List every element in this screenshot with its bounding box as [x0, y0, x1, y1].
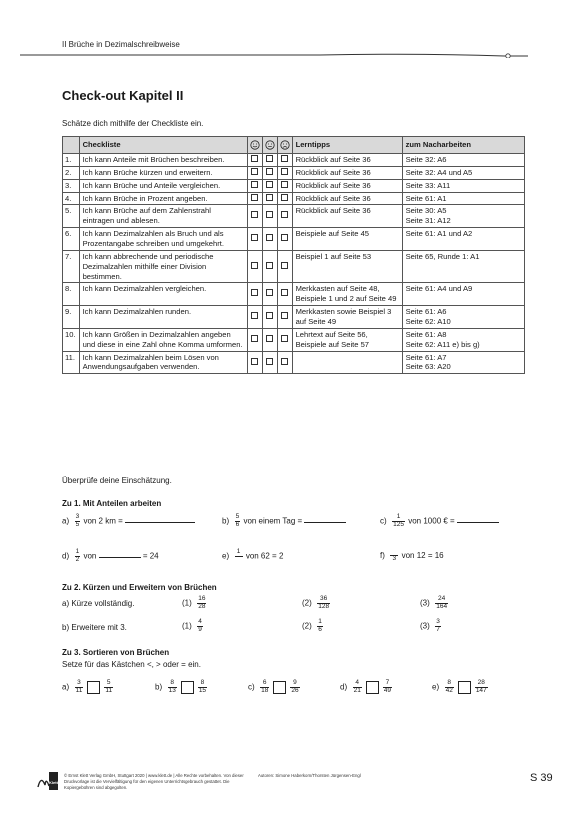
rating-good-checkbox[interactable]	[251, 211, 258, 218]
nacharbeiten-text: Seite 65, Runde 1: A1	[402, 250, 524, 283]
rating-cell	[247, 228, 262, 251]
checklist-table	[62, 136, 525, 374]
checklist-item-text: Ich kann Dezimalzahlen als Bruch und als Prozentangabe schreiben und umgekehrt.	[79, 228, 247, 251]
task-3-item: e) $\frac{8}{42}$ $\frac{28}{147}$	[432, 679, 487, 694]
task-1a	[62, 514, 195, 529]
row-number: 10.	[63, 328, 80, 351]
rating-poor-checkbox[interactable]	[281, 312, 288, 319]
row-number: 7.	[63, 250, 80, 283]
rating-cell	[277, 328, 292, 351]
task-label: e)	[222, 551, 230, 561]
rating-cell	[247, 192, 262, 205]
section-zu3-title: Zu 3. Sortieren von Brüchen	[62, 648, 170, 657]
row-number: 6.	[63, 228, 80, 251]
table-row	[63, 328, 525, 351]
rating-medium-checkbox[interactable]	[266, 168, 273, 175]
rating-cell	[247, 205, 262, 228]
footer-authors: Autoren: Simone Haberkorn/Thorsten Jürgensen-Engl	[258, 773, 361, 778]
lerntipp-text: Merkkasten auf Seite 48, Beispiele 1 und 2 auf Seite 49	[292, 283, 402, 306]
rating-medium-checkbox[interactable]	[266, 358, 273, 365]
comparison-box[interactable]	[366, 681, 379, 694]
rating-cell	[247, 166, 262, 179]
rating-cell	[247, 154, 262, 167]
comparison-box[interactable]	[181, 681, 194, 694]
answer-blank[interactable]	[457, 515, 499, 523]
fraction: $\frac{7}{49}$	[383, 679, 392, 694]
task-label: b)	[222, 516, 230, 526]
fraction: $\frac{4}{21}$	[353, 679, 361, 694]
page-number: S 39	[530, 772, 553, 784]
nacharbeiten-text: Seite 61: A6 Seite 62: A10	[402, 306, 524, 329]
checklist-item-text: Ich kann Brüche kürzen und erweitern.	[79, 166, 247, 179]
rating-cell	[277, 250, 292, 283]
table-row	[63, 154, 525, 167]
checklist-item-text: Ich kann abbrechende und periodische Dezimalzahlen mithilfe einer Division bestimmen.	[79, 250, 247, 283]
header-lerntipps: Lerntipps	[292, 137, 402, 154]
rating-cell	[247, 351, 262, 374]
checklist-item-text: Ich kann Dezimalzahlen runden.	[79, 306, 247, 329]
table-header-row	[63, 137, 525, 154]
answer-blank[interactable]	[304, 515, 346, 523]
rating-medium-checkbox[interactable]	[266, 289, 273, 296]
task-2b-item: (2) $\frac{1}{6}$	[302, 618, 322, 633]
rating-medium-checkbox[interactable]	[266, 234, 273, 241]
rating-cell	[262, 205, 277, 228]
rating-medium-checkbox[interactable]	[266, 155, 273, 162]
header-number	[63, 137, 80, 154]
nacharbeiten-text: Seite 61: A8 Seite 62: A11 e) bis g)	[402, 328, 524, 351]
neutral-face-icon	[262, 137, 277, 154]
task-3-item: c) $\frac{6}{18}$ $\frac{9}{26}$	[248, 679, 299, 694]
rating-medium-checkbox[interactable]	[266, 312, 273, 319]
nacharbeiten-text: Seite 61: A1	[402, 192, 524, 205]
task-1d	[62, 549, 159, 564]
task-text: von	[83, 551, 97, 561]
row-number: 5.	[63, 205, 80, 228]
rating-cell	[262, 351, 277, 374]
rating-medium-checkbox[interactable]	[266, 181, 273, 188]
fraction: $\frac{1}{125}$	[393, 513, 404, 528]
task-2a-item: (3) $\frac{24}{164}$	[420, 595, 448, 610]
table-row	[63, 283, 525, 306]
rating-cell	[262, 306, 277, 329]
fraction: $\frac{3}{5}$	[75, 513, 80, 528]
fraction: $\frac{1}{2}$	[75, 548, 80, 563]
rating-poor-checkbox[interactable]	[281, 335, 288, 342]
checklist-item-text: Ich kann Größen in Dezimalzahlen angeben und diese in eine Zahl ohne Komma umformen.	[79, 328, 247, 351]
check-text: Überprüfe deine Einschätzung.	[62, 476, 172, 485]
rating-cell	[277, 228, 292, 251]
rating-cell	[262, 283, 277, 306]
rating-good-checkbox[interactable]	[251, 155, 258, 162]
table-row	[63, 306, 525, 329]
task-text: = 24	[142, 551, 159, 561]
footer-copyright: © Ernst Klett Verlag GmbH, Stuttgart 2020 | www.klett.de | Alle Rechte vorbehalten. Von dieser Druckvorlage ist die Vervielfältigung für den eigenen Unterrichtsgebrauch gestattet. Die Kopiergebühren sind abgegolten.	[64, 773, 244, 790]
rating-cell	[277, 205, 292, 228]
row-number: 11.	[63, 351, 80, 374]
task-label: d)	[62, 551, 70, 561]
lerntipp-text: Beispiel 1 auf Seite 53	[292, 250, 402, 283]
lerntipp-text: Lehrtext auf Seite 56, Beispiele auf Seite 57	[292, 328, 402, 351]
answer-blank[interactable]	[99, 550, 141, 558]
nacharbeiten-text: Seite 30: A5 Seite 31: A12	[402, 205, 524, 228]
lerntipp-text: Merkkasten sowie Beispiel 3 auf Seite 49	[292, 306, 402, 329]
task-text: von 1000 € =	[408, 516, 455, 526]
fraction: $\frac{1}{6}$	[318, 618, 322, 633]
fraction: $\frac{28}{147}$	[475, 679, 487, 694]
task-1c	[380, 514, 499, 529]
rating-poor-checkbox[interactable]	[281, 168, 288, 175]
rating-poor-checkbox[interactable]	[281, 194, 288, 201]
rating-good-checkbox[interactable]	[251, 289, 258, 296]
checklist-item-text: Ich kann Brüche auf dem Zahlenstrahl eintragen und ablesen.	[79, 205, 247, 228]
klett-logo-icon	[36, 771, 58, 791]
task-3-instruction: Setze für das Kästchen <, > oder = ein.	[62, 660, 201, 669]
table-row	[63, 351, 525, 374]
rating-cell	[262, 166, 277, 179]
answer-blank[interactable]	[125, 515, 195, 523]
comparison-box[interactable]	[87, 681, 100, 694]
fraction: $\frac{16}{28}$	[198, 595, 206, 610]
rating-cell	[277, 306, 292, 329]
fraction: $\frac{5}{6}$	[235, 513, 240, 528]
fraction: $\frac{4}{9}$	[198, 618, 202, 633]
rating-cell	[262, 228, 277, 251]
chapter-header: II Brüche in Dezimalschreibweise	[62, 40, 180, 49]
task-text: von 62 = 2	[245, 551, 284, 561]
lerntipp-text: Rückblick auf Seite 36	[292, 205, 402, 228]
lerntipp-text	[292, 351, 402, 374]
rating-good-checkbox[interactable]	[251, 262, 258, 269]
section-zu1-title: Zu 1. Mit Anteilen arbeiten	[62, 499, 162, 508]
task-label: f)	[380, 551, 385, 561]
task-3-item: b) $\frac{8}{13}$ $\frac{8}{15}$	[155, 679, 207, 694]
header-nacharbeiten: zum Nacharbeiten	[402, 137, 524, 154]
fraction: $\frac{8}{42}$	[445, 679, 453, 694]
table-row	[63, 192, 525, 205]
rating-cell	[262, 328, 277, 351]
comparison-box[interactable]	[458, 681, 471, 694]
rating-cell	[247, 179, 262, 192]
lerntipp-text: Rückblick auf Seite 36	[292, 154, 402, 167]
nacharbeiten-text: Seite 61: A4 und A9	[402, 283, 524, 306]
row-number: 4.	[63, 192, 80, 205]
row-number: 9.	[63, 306, 80, 329]
checklist-item-text: Ich kann Anteile mit Brüchen beschreiben.	[79, 154, 247, 167]
rating-good-checkbox[interactable]	[251, 168, 258, 175]
task-1e	[222, 549, 283, 564]
rating-cell	[277, 192, 292, 205]
rating-cell	[277, 179, 292, 192]
rating-poor-checkbox[interactable]	[281, 262, 288, 269]
lerntipp-text: Rückblick auf Seite 36	[292, 192, 402, 205]
fraction: $\frac{8}{15}$	[198, 679, 207, 694]
rating-cell	[262, 179, 277, 192]
rating-cell	[277, 283, 292, 306]
checklist-item-text: Ich kann Brüche in Prozent angeben.	[79, 192, 247, 205]
rating-good-checkbox[interactable]	[251, 194, 258, 201]
rating-poor-checkbox[interactable]	[281, 234, 288, 241]
row-number: 8.	[63, 283, 80, 306]
task-2a-label: a) Kürze vollständig.	[62, 599, 135, 608]
rating-cell	[262, 154, 277, 167]
table-row	[63, 166, 525, 179]
rating-good-checkbox[interactable]	[251, 234, 258, 241]
section-zu2-title: Zu 2. Kürzen und Erweitern von Brüchen	[62, 583, 217, 592]
task-2a-item: (2) $\frac{36}{128}$	[302, 595, 330, 610]
page-title: Check-out Kapitel II	[62, 88, 184, 103]
table-row	[63, 205, 525, 228]
lerntipp-text: Rückblick auf Seite 36	[292, 166, 402, 179]
rating-medium-checkbox[interactable]	[266, 211, 273, 218]
rating-poor-checkbox[interactable]	[281, 289, 288, 296]
nacharbeiten-text: Seite 32: A4 und A5	[402, 166, 524, 179]
fraction: $\frac{6}{18}$	[261, 679, 269, 694]
rating-cell	[262, 192, 277, 205]
rating-cell	[277, 154, 292, 167]
rating-cell	[247, 328, 262, 351]
nacharbeiten-text: Seite 61: A1 und A2	[402, 228, 524, 251]
rating-medium-checkbox[interactable]	[266, 262, 273, 269]
task-3-item: d) $\frac{4}{21}$ $\frac{7}{49}$	[340, 679, 392, 694]
rating-good-checkbox[interactable]	[251, 181, 258, 188]
rating-poor-checkbox[interactable]	[281, 181, 288, 188]
task-text: von 2 km =	[83, 516, 123, 526]
nacharbeiten-text: Seite 61: A7 Seite 63: A20	[402, 351, 524, 374]
header-rule	[20, 52, 528, 58]
intro-text: Schätze dich mithilfe der Checkliste ein.	[62, 119, 204, 128]
table-row	[63, 250, 525, 283]
fraction: $\frac{3}{7}$	[436, 618, 440, 633]
rating-cell	[277, 351, 292, 374]
task-label: c)	[380, 516, 387, 526]
rating-poor-checkbox[interactable]	[281, 358, 288, 365]
task-2b-item: (3) $\frac{3}{7}$	[420, 618, 440, 633]
svg-text:Klett: Klett	[49, 780, 58, 785]
rating-cell	[262, 250, 277, 283]
header-checkliste: Checkliste	[79, 137, 247, 154]
task-text: von einem Tag =	[243, 516, 303, 526]
table-row	[63, 228, 525, 251]
nacharbeiten-text: Seite 33: A11	[402, 179, 524, 192]
lerntipp-text: Beispiele auf Seite 45	[292, 228, 402, 251]
sad-face-icon	[277, 137, 292, 154]
task-1f	[380, 549, 444, 563]
task-2b-label: b) Erweitere mit 3.	[62, 623, 127, 632]
checklist-item-text: Ich kann Dezimalzahlen vergleichen.	[79, 283, 247, 306]
rating-poor-checkbox[interactable]	[281, 155, 288, 162]
nacharbeiten-text: Seite 32: A6	[402, 154, 524, 167]
task-2b-item: (1) $\frac{4}{9}$	[182, 618, 202, 633]
task-label: a)	[62, 516, 70, 526]
row-number: 1.	[63, 154, 80, 167]
task-3-item: a) $\frac{3}{11}$ $\frac{5}{11}$	[62, 679, 113, 694]
rating-cell	[247, 283, 262, 306]
fraction: $\frac{3}{11}$	[75, 679, 83, 694]
rating-cell	[247, 250, 262, 283]
rating-poor-checkbox[interactable]	[281, 211, 288, 218]
fraction: $\frac{8}{13}$	[168, 679, 176, 694]
happy-face-icon	[247, 137, 262, 154]
checklist-item-text: Ich kann Brüche und Anteile vergleichen.	[79, 179, 247, 192]
fraction: 3	[390, 549, 398, 563]
task-2a-item: (1) $\frac{16}{28}$	[182, 595, 206, 610]
task-1b	[222, 514, 346, 529]
rating-medium-checkbox[interactable]	[266, 335, 273, 342]
fraction: $\frac{9}{26}$	[291, 679, 299, 694]
checklist-item-text: Ich kann Dezimalzahlen beim Lösen von Anwendungsaufgaben verwenden.	[79, 351, 247, 374]
fraction: 1	[235, 549, 243, 564]
rating-good-checkbox[interactable]	[251, 358, 258, 365]
rating-good-checkbox[interactable]	[251, 335, 258, 342]
fraction: $\frac{36}{128}$	[318, 595, 330, 610]
fraction: $\frac{5}{11}$	[105, 679, 113, 694]
rating-cell	[277, 166, 292, 179]
task-text: von 12 = 16	[401, 551, 444, 561]
rating-cell	[247, 306, 262, 329]
rating-medium-checkbox[interactable]	[266, 194, 273, 201]
comparison-box[interactable]	[273, 681, 286, 694]
row-number: 3.	[63, 179, 80, 192]
table-row	[63, 179, 525, 192]
row-number: 2.	[63, 166, 80, 179]
lerntipp-text: Rückblick auf Seite 36	[292, 179, 402, 192]
rating-good-checkbox[interactable]	[251, 312, 258, 319]
fraction: $\frac{24}{164}$	[436, 595, 448, 610]
